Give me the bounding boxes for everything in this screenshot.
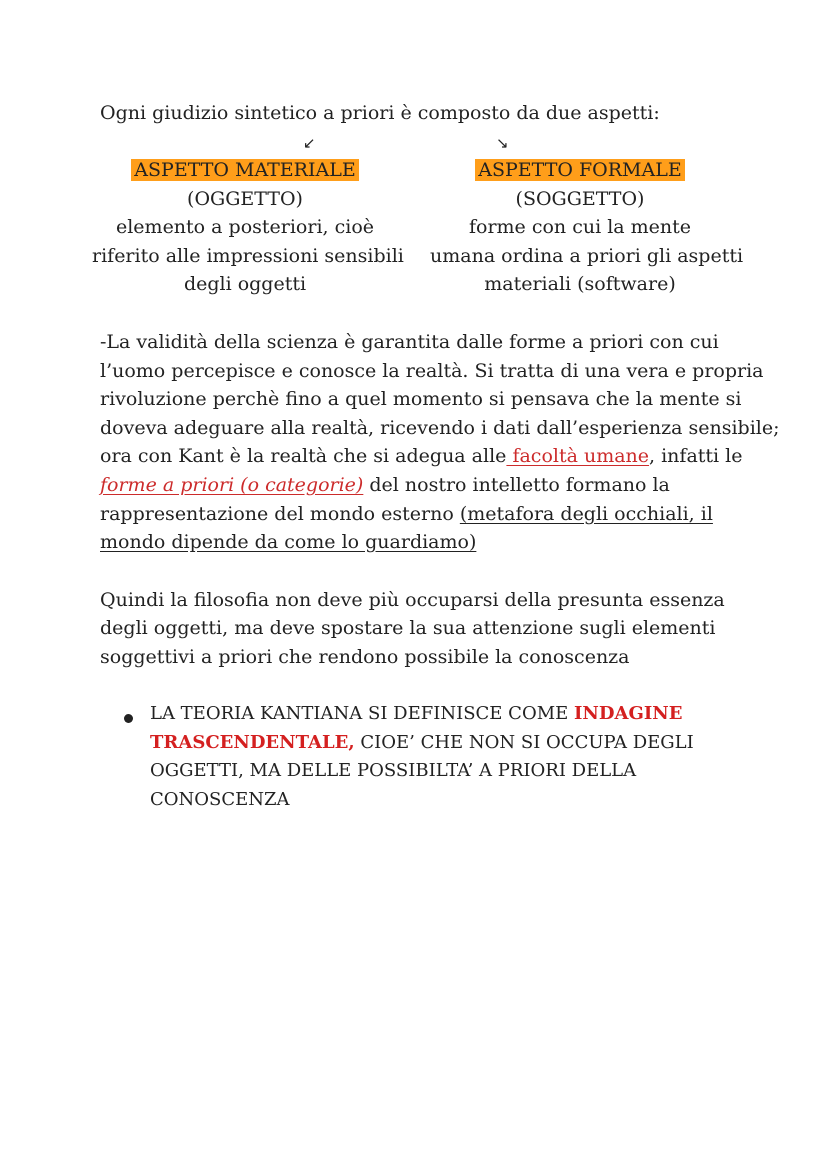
paragraph-text: rappresentazione del mondo esterno (100, 503, 460, 525)
bullet-line: CONOSCENZA (150, 789, 290, 810)
paragraph-text: del nostro intelletto formano la (363, 474, 670, 496)
paragraph-text: , infatti le (649, 445, 743, 467)
bullet-line (150, 700, 682, 728)
formal-aspect-heading (430, 156, 730, 184)
paragraph-line (100, 500, 713, 528)
bullet-icon (124, 714, 133, 723)
material-aspect-line: degli oggetti (183, 273, 307, 295)
paragraph-line: -La validità della scienza è garantita dalle forme a priori con cui (100, 331, 719, 353)
intro-text: Ogni giudizio sintetico a priori è composto da due aspetti: (100, 102, 660, 124)
formal-aspect-highlight: ASPETTO FORMALE (475, 159, 684, 181)
paragraph-line (100, 442, 743, 470)
material-aspect-line: riferito alle impressioni sensibili (92, 245, 404, 267)
paragraph-line (100, 528, 476, 556)
bullet-emphasis: TRASCENDENTALE, (150, 732, 355, 753)
material-aspect-subheading: (OGGETTO) (187, 188, 303, 210)
bullet-emphasis: INDAGINE (574, 703, 683, 724)
paragraph-line: Quindi la filosofia non deve più occuparsi della presunta essenza (100, 589, 725, 611)
bullet-line (150, 729, 694, 757)
bullet-text: LA TEORIA KANTIANA SI DEFINISCE COME (150, 703, 574, 724)
paragraph-line: degli oggetti, ma deve spostare la sua attenzione sugli elementi (100, 617, 716, 639)
material-aspect-line: elemento a posteriori, cioè (115, 216, 374, 238)
arrow-down-right-icon: ↘ (496, 134, 509, 152)
arrow-down-left-icon: ↙ (303, 134, 316, 152)
paragraph-text: ora con Kant è la realtà che si adegua alle (100, 445, 507, 467)
material-aspect-highlight: ASPETTO MATERIALE (131, 159, 358, 181)
bullet-line: OGGETTI, MA DELLE POSSIBILTA’ A PRIORI DELLA (150, 760, 637, 781)
paragraph-line: l’uomo percepisce e conosce la realtà. Si tratta di una vera e propria (100, 360, 764, 382)
glasses-metaphor-underline: mondo dipende da come lo guardiamo) (100, 531, 477, 553)
formal-aspect-line: materiali (software) (484, 273, 676, 295)
paragraph-line (100, 471, 670, 499)
paragraph-line: soggettivi a priori che rendono possibile la conoscenza (100, 646, 630, 668)
bullet-text: CIOE’ CHE NON SI OCCUPA DEGLI (354, 732, 694, 753)
a-priori-forms-link[interactable]: forme a priori (o categorie) (100, 474, 364, 496)
formal-aspect-line: umana ordina a priori gli aspetti (430, 245, 744, 267)
human-faculties-link[interactable]: facoltà umane (506, 445, 650, 467)
glasses-metaphor-underline: (metafora degli occhiali, il (459, 503, 713, 525)
formal-aspect-subheading: (SOGGETTO) (515, 188, 645, 210)
paragraph-line: doveva adeguare alla realtà, ricevendo i dati dall’esperienza sensibile; (100, 417, 780, 439)
material-aspect-heading (92, 156, 398, 184)
paragraph-line: rivoluzione perchè fino a quel momento si pensava che la mente si (100, 388, 742, 410)
formal-aspect-line: forme con cui la mente (468, 216, 692, 238)
